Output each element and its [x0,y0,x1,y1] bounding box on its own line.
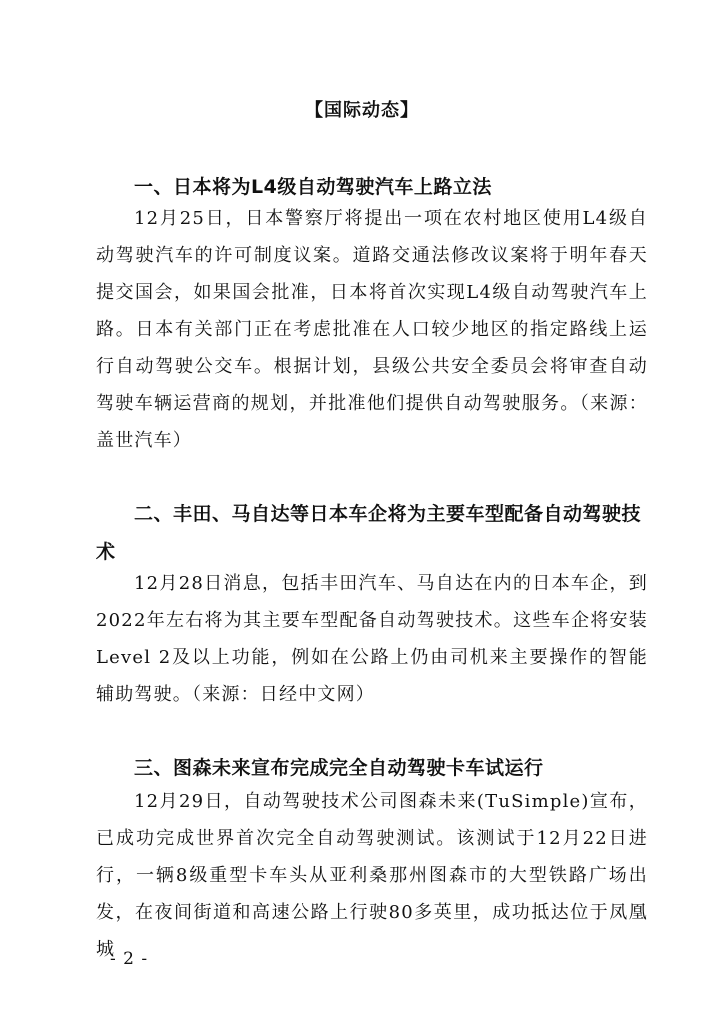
article-heading-3: 三、图森未来宣布完成完全自动驾驶卡车试运行 [134,757,544,779]
article-body-1: 12月25日，日本警察厅将提出一项在农村地区使用L4级自动驾驶汽车的许可制度议案。道路交通法修改议案将于明年春天提交国会，如果国会批准，日本将首次实现L4级自动驾驶汽车上路。日本有关部门正在考虑批准在人口较少地区的指定路线上运行自动驾驶公交车。根据计划，县级公共安全委员会将审查自动驾驶车辆运营商的规划，并批准他们提供自动驾驶服务。（来源：盖世汽车） [96,208,648,451]
page-number: - 2 - [110,949,149,969]
article-body-3: 12月29日，自动驾驶技术公司图森未来(TuSimple)宣布，已成功完成世界首次完全自动驾驶测试。该测试于12月22日进行，一辆8级重型卡车头从亚利桑那州图森市的大型铁路广场出发，在夜间街道和高速公路上行驶80多英里，成功抵达位于凤凰城 [96,791,648,960]
article-heading-1: 一、日本将为L4级自动驾驶汽车上路立法 [134,176,492,198]
article-heading-2: 二、丰田、马自达等日本车企将为主要车型配备自动驾驶技术 [96,503,642,563]
article-body-2: 12月28日消息，包括丰田汽车、马自达在内的日本车企，到2022年左右将为其主要车型配备自动驾驶技术。这些车企将安装Level 2及以上功能，例如在公路上仍由司机来主要操作的智能辅助驾驶。（来源：日经中文网） [96,573,648,705]
section-title: 【国际动态】 [305,100,419,121]
